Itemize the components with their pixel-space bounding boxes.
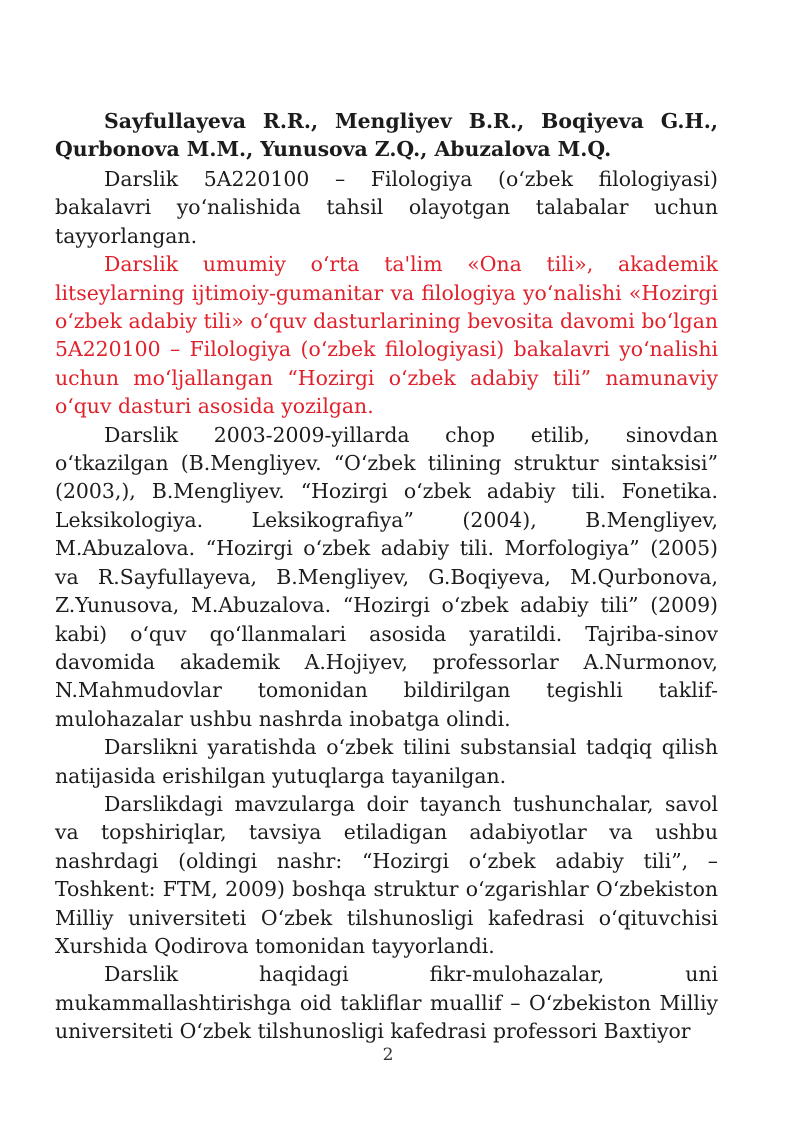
paragraph-audience: Darslik 5A220100 – Filologiya (o‘zbek filologiyasi) bakalavri yo‘nalishida tahsil olayotgan talabalar uchun tayyorlangan.: [55, 167, 718, 248]
body-text: [55, 165, 718, 1046]
page-number: 2: [382, 1045, 394, 1065]
authors-block: [55, 107, 718, 164]
paragraph-feedback: Darslik haqidagi fikr-mulohazalar, uni mukammallashtirishga oid takliflar muallif – O‘zbekiston Milliy universiteti O‘zbek tilshunosligi kafedrasi professori Baxtiyor: [55, 962, 718, 1044]
paragraph-basis: Darslikni yaratishda o‘zbek tilini substansial tadqiq qilish natijasida erishilgan yutuqlarga tayanilgan.: [55, 735, 718, 788]
paragraph-curriculum-highlight: Darslik umumiy o‘rta ta'lim «Ona tili», akademik litseylarning ijtimoiy-gumanitar va filologiya yo‘nalishi «Hozirgi o‘zbek adabiy tili» o‘quv dasturlarining bevosita davomi bo‘lgan 5A220100 – Filologiya (o‘zbek filologiyasi) bakalavri yo‘nalishi uchun mo‘ljallangan “Hozirgi o‘zbek adabiy tili” namunaviy o‘quv dasturi asosida yozilgan.: [55, 252, 718, 419]
authors-line: Sayfullayeva R.R., Mengliyev B.R., Boqiyeva G.H., Qurbonova M.M., Yunusova Z.Q., Abuzalova M.Q.: [55, 109, 718, 162]
paragraph-materials: Darslikdagi mavzularga doir tayanch tushunchalar, savol va topshiriqlar, tavsiya etiladigan adabiyotlar va ushbu nashrdagi (oldingi nashr: “Hozirgi o‘zbek adabiy tili”, – Toshkent: FTM, 2009) boshqa struktur o‘zgarishlar O‘zbekiston Milliy universiteti O‘zbek tilshunosligi kafedrasi o‘qituvchisi Xurshida Qodirova tomonidan tayyorlandi.: [55, 791, 718, 958]
paragraph-history: Darslik 2003-2009-yillarda chop etilib, sinovdan o‘tkazilgan (B.Mengliyev. “O‘zbek tilining struktur sintaksisi” (2003,), B.Mengliyev. “Hozirgi o‘zbek adabiy tili. Fonetika. Leksikologiya. Leksikografiya” (2004), B.Mengliyev, M.Abuzalova. “Hozirgi o‘zbek adabiy tili. Morfologiya” (2005) va R.Sayfullayeva, B.Mengliyev, G.Boqiyeva, M.Qurbonova, Z.Yunusova, M.Abuzalova. “Hozirgi o‘zbek adabiy tili” (2009) kabi) o‘quv qo‘llanmalari asosida yaratildi. Tajriba-sinov davomida akademik A.Hojiyev, professorlar A.Nurmonov, N.Mahmudovlar tomonidan bildirilgan tegishli taklif-mulohazalar ushbu nashrda inobatga olindi.: [55, 422, 718, 731]
